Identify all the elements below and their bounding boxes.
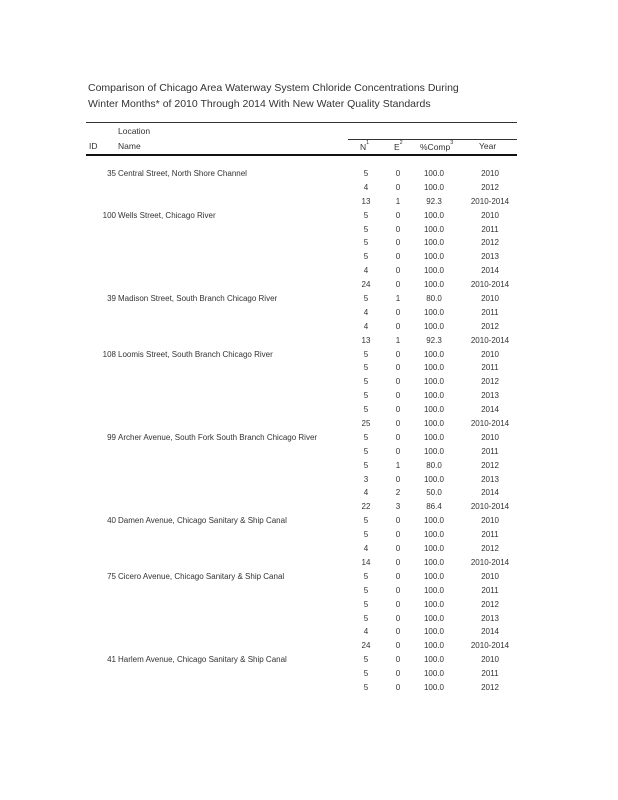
table-row: [0, 475, 618, 489]
table-row: [0, 669, 618, 683]
cell-n: 4: [363, 627, 369, 637]
cell-pct-comp: 100.0: [423, 599, 445, 609]
table-row: [0, 544, 618, 558]
cell-pct-comp: 100.0: [423, 613, 445, 623]
cell-year: 2011: [481, 530, 499, 540]
cell-pct-comp: 100.0: [423, 307, 445, 317]
table-row: [0, 641, 618, 655]
cell-year: 2010-2014: [470, 557, 510, 567]
table-row: [0, 294, 618, 308]
cell-pct-comp: 100.0: [423, 544, 445, 554]
cell-year: 2010: [481, 210, 499, 220]
site-id: 108: [102, 349, 116, 359]
cell-pct-comp: 100.0: [423, 530, 445, 540]
cell-n: 5: [363, 599, 369, 609]
cell-year: 2012: [481, 682, 499, 692]
cell-e: 0: [395, 557, 401, 567]
cell-pct-comp: 100.0: [423, 252, 445, 262]
cell-pct-comp: 100.0: [423, 169, 445, 178]
cell-n: 24: [361, 280, 371, 290]
cell-n: 25: [361, 419, 371, 429]
cell-year: 2012: [481, 321, 499, 331]
title-line-2: Winter Months* of 2010 Through 2014 With New Water Quality Standards: [88, 98, 431, 110]
header-year: Year: [479, 141, 497, 151]
cell-e: 1: [395, 196, 401, 206]
cell-n: 5: [363, 377, 369, 387]
cell-n: 5: [363, 363, 369, 373]
cell-e: 0: [395, 627, 401, 637]
document-title: [88, 80, 528, 112]
cell-pct-comp: 100.0: [423, 474, 445, 484]
cell-n: 3: [363, 474, 369, 484]
cell-e: 3: [395, 502, 401, 512]
table-row: [0, 169, 618, 183]
cell-n: 4: [363, 307, 369, 317]
cell-year: 2011: [481, 669, 499, 679]
header-location-group: Location: [118, 126, 151, 136]
header-pct-comp: [420, 142, 453, 152]
cell-n: 5: [363, 432, 369, 442]
table-row: [0, 266, 618, 280]
cell-year: 2010: [481, 169, 499, 178]
cell-n: 4: [363, 266, 369, 276]
cell-n: 5: [363, 446, 369, 456]
table-row: [0, 683, 618, 697]
cell-e: 0: [395, 363, 401, 373]
table-top-rule: [86, 122, 517, 123]
cell-pct-comp: 100.0: [423, 627, 445, 637]
cell-e: 0: [395, 266, 401, 276]
cell-e: 0: [395, 210, 401, 220]
cell-year: 2012: [481, 182, 499, 192]
cell-year: 2014: [481, 266, 499, 276]
cell-pct-comp: 100.0: [423, 363, 445, 373]
cell-year: 2010: [481, 294, 499, 304]
cell-pct-comp: 50.0: [426, 488, 442, 498]
cell-e: 0: [395, 280, 401, 290]
cell-year: 2010: [481, 432, 499, 442]
cell-e: 0: [395, 599, 401, 609]
cell-year: 2011: [481, 585, 499, 595]
cell-pct-comp: 100.0: [423, 669, 445, 679]
cell-year: 2014: [481, 488, 499, 498]
cell-e: 0: [395, 419, 401, 429]
cell-n: 5: [363, 585, 369, 595]
cell-e: 0: [395, 530, 401, 540]
table-row: [0, 572, 618, 586]
table-row: [0, 558, 618, 572]
cell-e: 0: [395, 169, 401, 178]
cell-year: 2011: [481, 224, 499, 234]
cell-n: 5: [363, 405, 369, 415]
cell-n: 5: [363, 238, 369, 248]
table-row: [0, 419, 618, 433]
cell-n: 5: [363, 682, 369, 692]
cell-year: 2012: [481, 377, 499, 387]
cell-year: 2011: [481, 363, 499, 373]
cell-year: 2011: [481, 307, 499, 317]
cell-pct-comp: 100.0: [423, 446, 445, 456]
cell-n: 13: [361, 335, 371, 345]
cell-n: 14: [361, 557, 371, 567]
table-row: [0, 252, 618, 266]
cell-pct-comp: 92.3: [426, 335, 442, 345]
cell-pct-comp: 100.0: [423, 419, 445, 429]
cell-e: 0: [395, 655, 401, 665]
table-row: [0, 502, 618, 516]
cell-n: 5: [363, 349, 369, 359]
site-name: Damen Avenue, Chicago Sanitary & Ship Canal: [118, 516, 287, 526]
table-row: [0, 377, 618, 391]
cell-n: 4: [363, 182, 369, 192]
cell-e: 0: [395, 474, 401, 484]
cell-e: 0: [395, 446, 401, 456]
cell-e: 1: [395, 294, 401, 304]
cell-year: 2010: [481, 571, 499, 581]
cell-e: 0: [395, 571, 401, 581]
cell-n: 4: [363, 321, 369, 331]
cell-e: 0: [395, 377, 401, 387]
cell-year: 2010: [481, 655, 499, 665]
cell-e: 0: [395, 224, 401, 234]
cell-pct-comp: 100.0: [423, 321, 445, 331]
cell-e: 0: [395, 669, 401, 679]
cell-n: 5: [363, 252, 369, 262]
site-name: Cicero Avenue, Chicago Sanitary & Ship Canal: [118, 571, 285, 581]
cell-year: 2010-2014: [470, 335, 510, 345]
cell-pct-comp: 100.0: [423, 641, 445, 651]
site-id: 75: [107, 571, 116, 581]
cell-n: 5: [363, 613, 369, 623]
table-row: [0, 488, 618, 502]
table-row: [0, 614, 618, 628]
site-id: 99: [107, 432, 116, 442]
site-id: 41: [107, 655, 116, 665]
cell-pct-comp: 92.3: [426, 196, 442, 206]
cell-e: 0: [395, 613, 401, 623]
cell-year: 2010-2014: [470, 280, 510, 290]
cell-pct-comp: 100.0: [423, 182, 445, 192]
cell-n: 22: [361, 502, 371, 512]
header-e: [394, 142, 403, 152]
cell-n: 5: [363, 571, 369, 581]
cell-n: 5: [363, 210, 369, 220]
table-row: [0, 322, 618, 336]
table-row: [0, 405, 618, 419]
table-row: [0, 530, 618, 544]
cell-n: 13: [361, 196, 371, 206]
table-row: [0, 600, 618, 614]
cell-pct-comp: 100.0: [423, 391, 445, 401]
cell-e: 0: [395, 238, 401, 248]
cell-year: 2010: [481, 516, 499, 526]
cell-pct-comp: 100.0: [423, 405, 445, 415]
cell-e: 0: [395, 405, 401, 415]
table-row: [0, 225, 618, 239]
cell-e: 0: [395, 307, 401, 317]
table-row: [0, 433, 618, 447]
cell-e: 0: [395, 321, 401, 331]
cell-n: 5: [363, 655, 369, 665]
header-pct-comp-label: %Comp: [420, 142, 451, 152]
table-row: [0, 391, 618, 405]
table-row: [0, 627, 618, 641]
table-row: [0, 238, 618, 252]
site-name: Central Street, North Shore Channel: [118, 169, 247, 178]
cell-year: 2010-2014: [470, 196, 510, 206]
cell-n: 5: [363, 669, 369, 679]
cell-year: 2010-2014: [470, 641, 510, 651]
table-row: [0, 461, 618, 475]
cell-pct-comp: 100.0: [423, 655, 445, 665]
cell-e: 0: [395, 544, 401, 554]
cell-e: 0: [395, 432, 401, 442]
header-e-footnote: 2: [399, 140, 403, 146]
site-name: Wells Street, Chicago River: [118, 210, 216, 220]
cell-year: 2011: [481, 446, 499, 456]
cell-n: 5: [363, 224, 369, 234]
table-row: [0, 586, 618, 600]
cell-pct-comp: 80.0: [426, 460, 442, 470]
table-row: [0, 197, 618, 211]
cell-e: 0: [395, 252, 401, 262]
cell-n: 5: [363, 169, 369, 178]
cell-year: 2010: [481, 349, 499, 359]
table-row: [0, 447, 618, 461]
cell-pct-comp: 100.0: [423, 682, 445, 692]
cell-year: 2013: [481, 391, 499, 401]
table-row: [0, 183, 618, 197]
cell-e: 0: [395, 516, 401, 526]
site-name: Loomis Street, South Branch Chicago River: [118, 349, 273, 359]
header-id: ID: [89, 141, 98, 151]
cell-pct-comp: 100.0: [423, 349, 445, 359]
cell-pct-comp: 100.0: [423, 432, 445, 442]
table-header-rule: [86, 154, 517, 156]
cell-pct-comp: 80.0: [426, 294, 442, 304]
cell-year: 2013: [481, 613, 499, 623]
site-name: Harlem Avenue, Chicago Sanitary & Ship Canal: [118, 655, 287, 665]
site-id: 100: [102, 210, 116, 220]
cell-pct-comp: 100.0: [423, 557, 445, 567]
cell-pct-comp: 100.0: [423, 585, 445, 595]
header-pct-comp-footnote: 3: [450, 140, 454, 146]
cell-n: 4: [363, 544, 369, 554]
table-body: [0, 169, 618, 697]
site-id: 35: [107, 169, 116, 178]
cell-n: 5: [363, 516, 369, 526]
cell-year: 2012: [481, 599, 499, 609]
table-row: [0, 350, 618, 364]
cell-e: 0: [395, 682, 401, 692]
cell-e: 0: [395, 391, 401, 401]
table-row: [0, 336, 618, 350]
header-n: [360, 142, 369, 152]
cell-n: 5: [363, 391, 369, 401]
cell-n: 5: [363, 460, 369, 470]
cell-e: 2: [395, 488, 401, 498]
site-id: 40: [107, 516, 116, 526]
cell-year: 2012: [481, 460, 499, 470]
cell-e: 0: [395, 585, 401, 595]
title-line-1: Comparison of Chicago Area Waterway System Chloride Concentrations During: [88, 82, 459, 94]
table-subheader-rule: [348, 139, 517, 140]
site-name: Archer Avenue, South Fork South Branch Chicago River: [118, 432, 318, 442]
table-row: [0, 655, 618, 669]
cell-e: 1: [395, 335, 401, 345]
cell-year: 2014: [481, 405, 499, 415]
table-row: [0, 280, 618, 294]
cell-year: 2013: [481, 474, 499, 484]
cell-year: 2010-2014: [470, 419, 510, 429]
cell-e: 0: [395, 182, 401, 192]
cell-pct-comp: 100.0: [423, 266, 445, 276]
header-n-label: N: [360, 142, 367, 152]
cell-e: 1: [395, 460, 401, 470]
cell-pct-comp: 100.0: [423, 238, 445, 248]
cell-pct-comp: 100.0: [423, 377, 445, 387]
table-row: [0, 211, 618, 225]
cell-pct-comp: 100.0: [423, 571, 445, 581]
header-e-label: E: [394, 142, 400, 152]
header-n-footnote: 1: [366, 140, 370, 146]
cell-year: 2010-2014: [470, 502, 510, 512]
header-name: Name: [118, 141, 141, 151]
cell-year: 2012: [481, 238, 499, 248]
cell-n: 5: [363, 294, 369, 304]
cell-e: 0: [395, 641, 401, 651]
site-name: Madison Street, South Branch Chicago River: [118, 294, 278, 304]
cell-n: 4: [363, 488, 369, 498]
table-row: [0, 363, 618, 377]
cell-pct-comp: 100.0: [423, 224, 445, 234]
cell-year: 2012: [481, 544, 499, 554]
table-row: [0, 516, 618, 530]
cell-n: 5: [363, 530, 369, 540]
cell-pct-comp: 100.0: [423, 516, 445, 526]
cell-pct-comp: 86.4: [426, 502, 442, 512]
cell-year: 2014: [481, 627, 499, 637]
site-id: 39: [107, 294, 116, 304]
cell-pct-comp: 100.0: [423, 210, 445, 220]
table-row: [0, 308, 618, 322]
cell-pct-comp: 100.0: [423, 280, 445, 290]
cell-year: 2013: [481, 252, 499, 262]
cell-n: 24: [361, 641, 371, 651]
cell-e: 0: [395, 349, 401, 359]
